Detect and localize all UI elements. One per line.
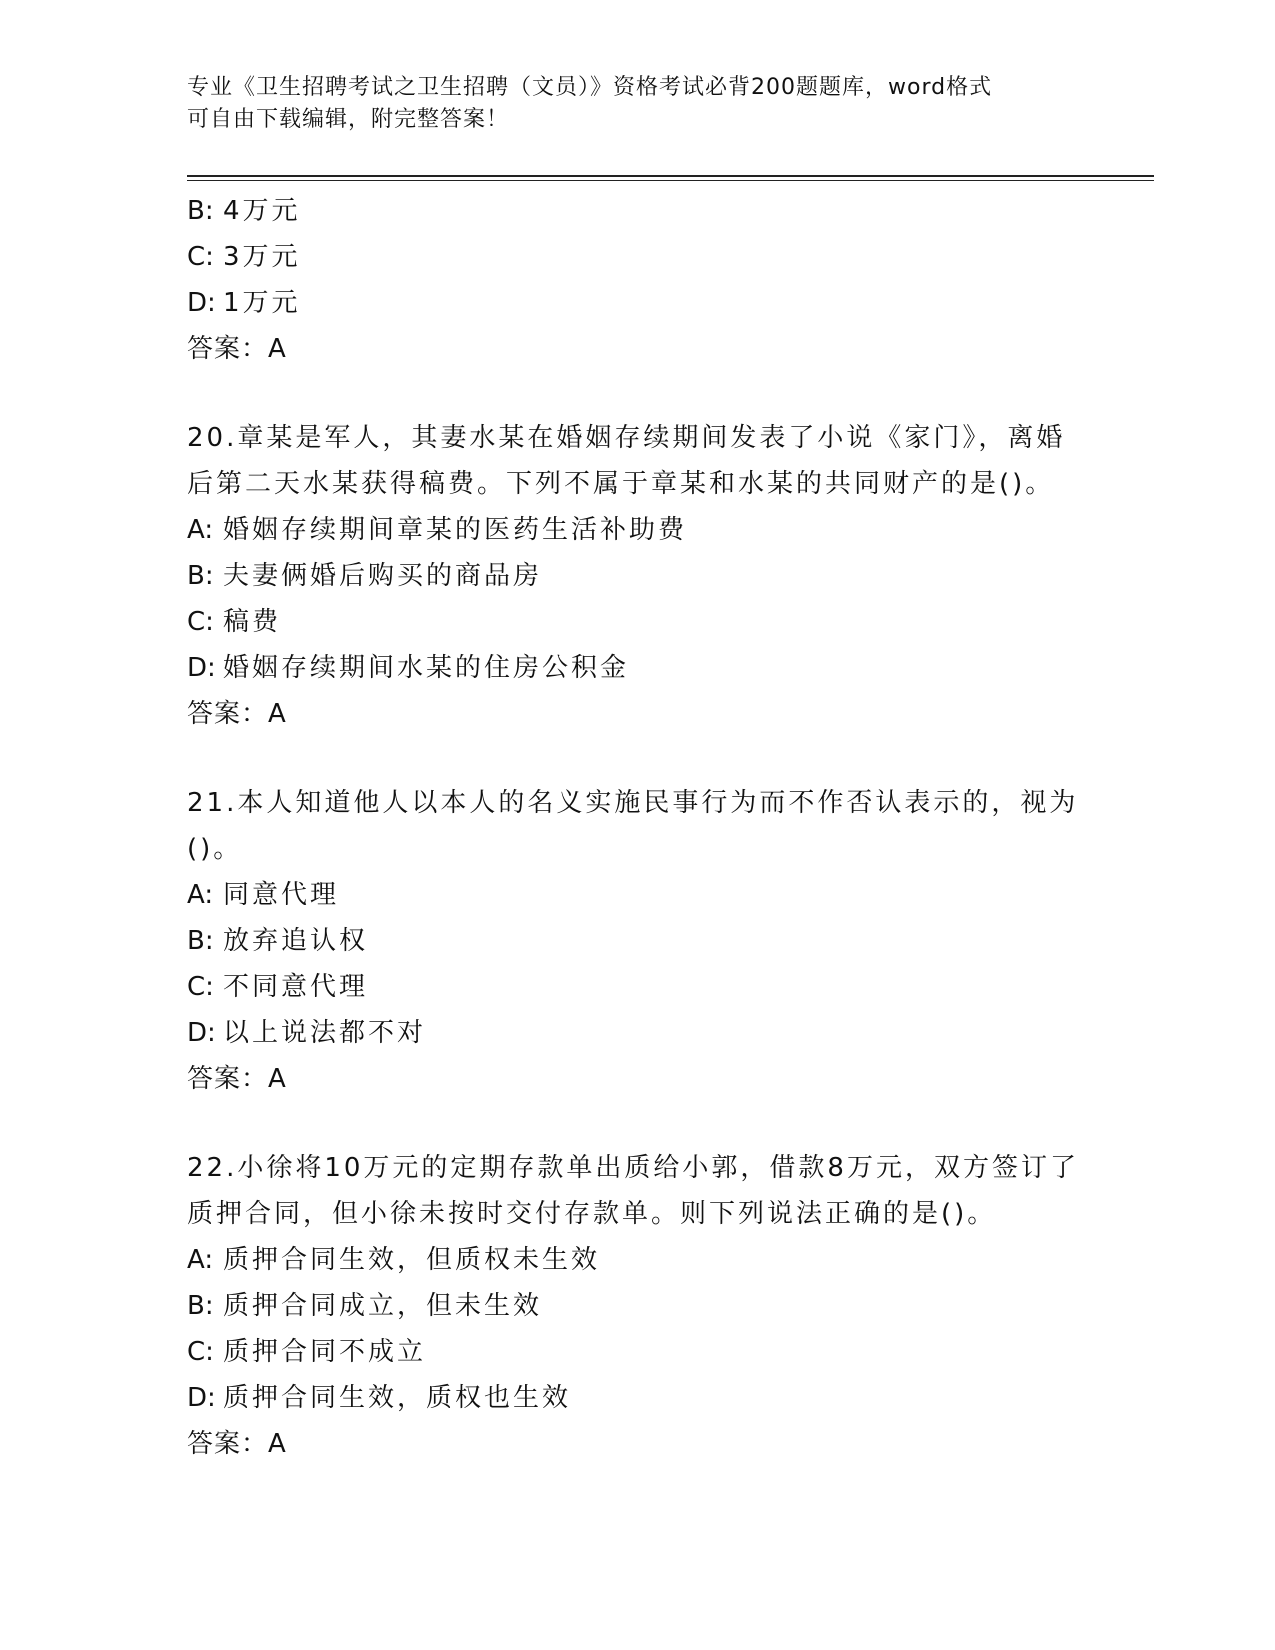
document-header (187, 72, 1087, 136)
option-key: D: (187, 288, 216, 318)
option-text: 质押合同不成立 (223, 1337, 427, 1367)
answer-line: 答案：A (187, 1429, 287, 1459)
option-a (187, 507, 1087, 553)
carryover-block (187, 188, 1087, 372)
answer-line: 答案：A (187, 699, 287, 729)
question-text: 20.章某是军人，其妻水某在婚姻存续期间发表了小说《家门》，离婚后第二天水某获得稿费。下列不属于章某和水某的共同财产的是()。 (187, 423, 1066, 499)
option-b (187, 188, 1087, 234)
option-key: B: (187, 1291, 214, 1321)
option-c (187, 599, 1087, 645)
option-key: B: (187, 196, 214, 226)
header-divider (187, 175, 1154, 177)
answer-line: 答案：A (187, 334, 287, 364)
option-b (187, 1283, 1087, 1329)
answer-line: 答案：A (187, 1064, 287, 1094)
option-key: C: (187, 972, 214, 1002)
question-22 (187, 1145, 1087, 1467)
option-key: A: (187, 1245, 214, 1275)
header-divider-thin (187, 180, 1154, 181)
option-text: 稿费 (223, 607, 282, 637)
option-key: D: (187, 1018, 216, 1048)
option-d (187, 280, 1087, 326)
question-20 (187, 415, 1087, 737)
option-key: B: (187, 561, 214, 591)
option-c (187, 964, 1087, 1010)
option-text: 质押合同生效，但质权未生效 (223, 1245, 601, 1275)
header-title-line-1: 专业《卫生招聘考试之卫生招聘（文员）》资格考试必背200题题库，word格式 (187, 75, 993, 100)
option-c (187, 1329, 1087, 1375)
option-d (187, 1375, 1087, 1421)
option-key: B: (187, 926, 214, 956)
option-text: 3万元 (223, 242, 301, 272)
option-b (187, 553, 1087, 599)
option-text: 以上说法都不对 (223, 1018, 427, 1048)
option-a (187, 872, 1087, 918)
option-text: 1万元 (223, 288, 301, 318)
option-b (187, 918, 1087, 964)
option-text: 不同意代理 (223, 972, 369, 1002)
option-text: 同意代理 (223, 880, 340, 910)
option-text: 夫妻俩婚后购买的商品房 (223, 561, 543, 591)
option-text: 放弃追认权 (223, 926, 369, 956)
option-key: A: (187, 880, 214, 910)
option-key: C: (187, 607, 214, 637)
option-key: D: (187, 1383, 216, 1413)
option-d (187, 1010, 1087, 1056)
option-a (187, 1237, 1087, 1283)
option-text: 质押合同成立，但未生效 (223, 1291, 543, 1321)
option-text: 婚姻存续期间章某的医药生活补助费 (223, 515, 688, 545)
option-text: 婚姻存续期间水某的住房公积金 (223, 653, 630, 683)
header-title-line-2: 可自由下载编辑，附完整答案！ (187, 107, 510, 132)
option-key: D: (187, 653, 216, 683)
option-key: C: (187, 1337, 214, 1367)
document-body (187, 188, 1087, 1467)
option-d (187, 645, 1087, 691)
option-key: C: (187, 242, 214, 272)
question-21 (187, 780, 1087, 1102)
option-c (187, 234, 1087, 280)
option-text: 4万元 (223, 196, 301, 226)
option-text: 质押合同生效，质权也生效 (223, 1383, 572, 1413)
option-key: A: (187, 515, 214, 545)
question-text: 21.本人知道他人以本人的名义实施民事行为而不作否认表示的，视为()。 (187, 788, 1079, 864)
question-text: 22.小徐将10万元的定期存款单出质给小郭，借款8万元，双方签订了质押合同，但小徐未按时交付存款单。则下列说法正确的是()。 (187, 1153, 1079, 1229)
